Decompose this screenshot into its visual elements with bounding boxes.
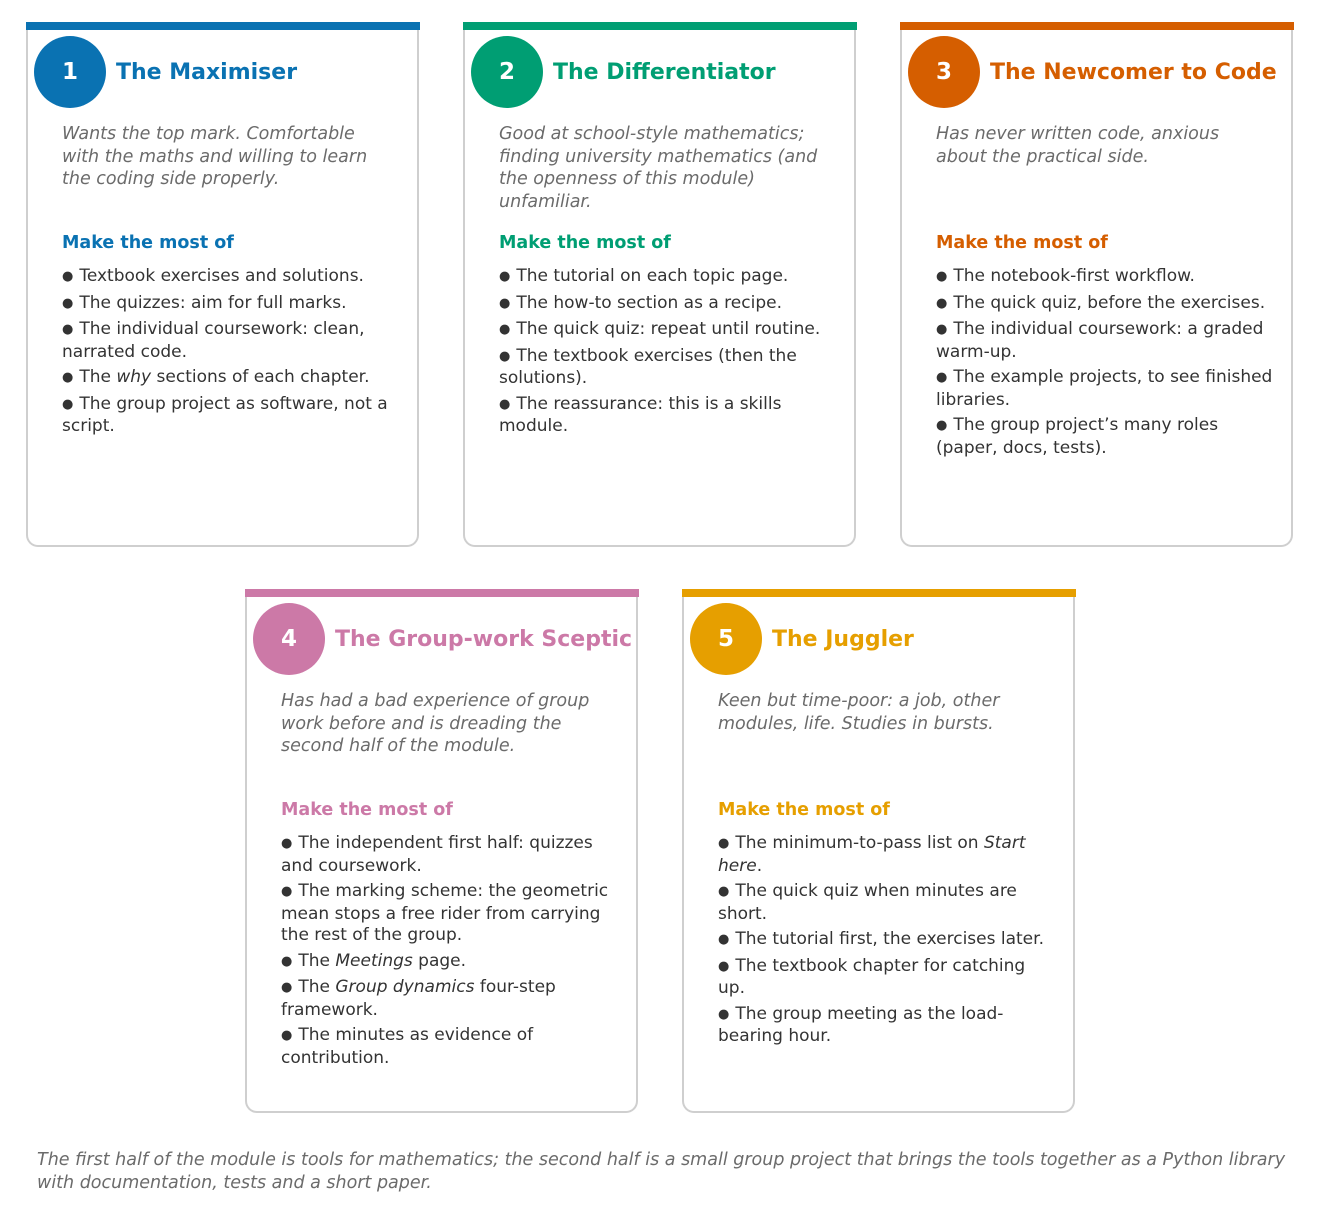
card-accent-bar: [26, 22, 420, 30]
list-item: [499, 319, 836, 342]
item-text: The: [298, 950, 336, 971]
list-item: [62, 266, 399, 289]
list-item: [718, 881, 1055, 925]
emphasis-text: Group dynamics: [335, 977, 475, 997]
bullet-icon: ●: [718, 958, 730, 974]
list-item: [62, 394, 399, 438]
item-text: The group project as software, not a script.: [62, 393, 388, 436]
item-text: The group meeting as the load-bearing hour.: [718, 1003, 1004, 1046]
bullet-icon: ●: [718, 884, 730, 899]
card-description: Wants the top mark. Comfortable with the maths and willing to learn the coding side properly.: [62, 124, 368, 189]
item-text: The how-to section as a recipe.: [516, 292, 782, 313]
card-3: [900, 30, 1293, 547]
item-text: The tutorial first, the exercises later.: [735, 929, 1044, 949]
make-the-most-of-heading: Make the most of: [62, 233, 234, 253]
emphasis-text: why: [116, 367, 152, 387]
item-text: The textbook chapter for catching up.: [718, 955, 1026, 998]
card-description: Keen but time-poor: a job, other modules, life. Studies in bursts.: [718, 691, 1000, 734]
bullet-icon: ●: [936, 418, 948, 433]
make-the-most-of-heading: Make the most of: [281, 800, 453, 820]
list-item: [281, 977, 618, 1021]
card-title: The Newcomer to Code: [990, 60, 1277, 85]
list-item: [936, 415, 1273, 459]
item-text: The: [298, 977, 336, 997]
bullet-icon: ●: [62, 295, 74, 311]
bullet-icon: ●: [62, 396, 74, 412]
make-the-most-of-list: [936, 266, 1273, 463]
list-item: [936, 293, 1273, 316]
make-the-most-of-list: [62, 266, 399, 442]
item-text: The quick quiz: repeat until routine.: [516, 319, 821, 339]
item-text: page.: [412, 950, 467, 971]
bullet-icon: ●: [718, 836, 730, 851]
bullet-icon: ●: [281, 884, 293, 899]
bullet-icon: ●: [936, 295, 948, 311]
item-text: The notebook-first workflow.: [953, 266, 1195, 286]
list-item: [936, 367, 1273, 411]
list-item: [499, 394, 836, 438]
card-title: The Juggler: [772, 627, 914, 652]
bullet-icon: ●: [281, 953, 293, 969]
make-the-most-of-heading: Make the most of: [718, 800, 890, 820]
make-the-most-of-heading: Make the most of: [499, 233, 671, 253]
item-text: The quick quiz when minutes are short.: [718, 881, 1017, 924]
bullet-icon: ●: [281, 836, 293, 851]
footnote: The first half of the module is tools for mathematics; the second half is a small group project that brings the tools together as a Python library with documentation, tests and a short paper.: [37, 1150, 1286, 1193]
item-text: The marking scheme: the geometric mean stops a free rider from carrying the rest of the group.: [281, 881, 609, 945]
bullet-icon: ●: [62, 269, 74, 284]
item-text: The quizzes: aim for full marks.: [79, 292, 347, 313]
bullet-icon: ●: [718, 932, 730, 947]
list-item: [499, 266, 836, 289]
item-text: The tutorial on each topic page.: [516, 266, 789, 286]
card-number-badge: 2: [471, 36, 543, 108]
item-text: The independent first half: quizzes and coursework.: [281, 833, 593, 876]
bullet-icon: ●: [62, 322, 74, 337]
bullet-icon: ●: [499, 269, 511, 284]
item-text: The reassurance: this is a skills module.: [499, 393, 782, 436]
item-text: The example projects, to see finished libraries.: [936, 367, 1273, 410]
card-description: Has had a bad experience of group work before and is dreading the second half of the module.: [281, 691, 590, 756]
item-text: The individual coursework: a graded warm-up.: [936, 319, 1264, 362]
bullet-icon: ●: [936, 370, 948, 385]
make-the-most-of-list: [499, 266, 836, 442]
make-the-most-of-list: [718, 833, 1055, 1052]
item-text: The: [79, 367, 117, 387]
card-title: The Group-work Sceptic: [335, 627, 633, 652]
item-text: .: [756, 855, 763, 876]
item-text: The individual coursework: clean, narrated code.: [62, 319, 365, 362]
card-number-badge: 1: [34, 36, 106, 108]
card-accent-bar: [245, 589, 639, 597]
bullet-icon: ●: [499, 295, 511, 311]
item-text: The quick quiz, before the exercises.: [953, 292, 1266, 313]
make-the-most-of-heading: Make the most of: [936, 233, 1108, 253]
card-number-badge: 3: [908, 36, 980, 108]
card-4: [245, 597, 638, 1113]
card-description: Has never written code, anxious about the practical side.: [936, 124, 1220, 167]
list-item: [62, 319, 399, 363]
list-item: [281, 951, 618, 974]
item-text: The minimum-to-pass list on: [735, 833, 984, 853]
card-accent-bar: [682, 589, 1076, 597]
list-item: [718, 929, 1055, 952]
list-item: [718, 833, 1055, 877]
card-5: [682, 597, 1075, 1113]
list-item: [499, 293, 836, 316]
bullet-icon: ●: [499, 322, 511, 337]
bullet-icon: ●: [718, 1006, 730, 1022]
item-text: The minutes as evidence of contribution.: [281, 1025, 534, 1068]
list-item: [62, 367, 399, 390]
card-title: The Differentiator: [553, 60, 776, 85]
list-item: [281, 881, 618, 947]
card-accent-bar: [463, 22, 857, 30]
list-item: [281, 1025, 618, 1069]
bullet-icon: ●: [936, 269, 948, 284]
emphasis-text: Meetings: [335, 950, 413, 971]
card-title: The Maximiser: [116, 60, 298, 85]
list-item: [62, 293, 399, 316]
list-item: [718, 1004, 1055, 1048]
item-text: The textbook exercises (then the solutions).: [499, 345, 797, 388]
item-text: Textbook exercises and solutions.: [79, 266, 364, 286]
bullet-icon: ●: [936, 322, 948, 337]
item-text: four-step framework.: [281, 977, 556, 1020]
bullet-icon: ●: [62, 370, 74, 385]
list-item: [499, 346, 836, 390]
item-text: sections of each chapter.: [151, 367, 370, 387]
bullet-icon: ●: [281, 980, 293, 995]
bullet-icon: ●: [281, 1028, 293, 1043]
bullet-icon: ●: [499, 396, 511, 412]
item-text: The group project’s many roles (paper, docs, tests).: [936, 415, 1219, 458]
card-description: Good at school-style mathematics; finding university mathematics (and the openness of this module) unfamiliar.: [499, 124, 818, 212]
emphasis-text: Start here: [718, 833, 1026, 876]
list-item: [281, 833, 618, 877]
card-number-badge: 4: [253, 603, 325, 675]
list-item: [718, 956, 1055, 1000]
bullet-icon: ●: [499, 348, 511, 364]
card-accent-bar: [900, 22, 1294, 30]
list-item: [936, 266, 1273, 289]
card-1: [26, 30, 419, 547]
list-item: [936, 319, 1273, 363]
card-2: [463, 30, 856, 547]
make-the-most-of-list: [281, 833, 618, 1073]
card-number-badge: 5: [690, 603, 762, 675]
